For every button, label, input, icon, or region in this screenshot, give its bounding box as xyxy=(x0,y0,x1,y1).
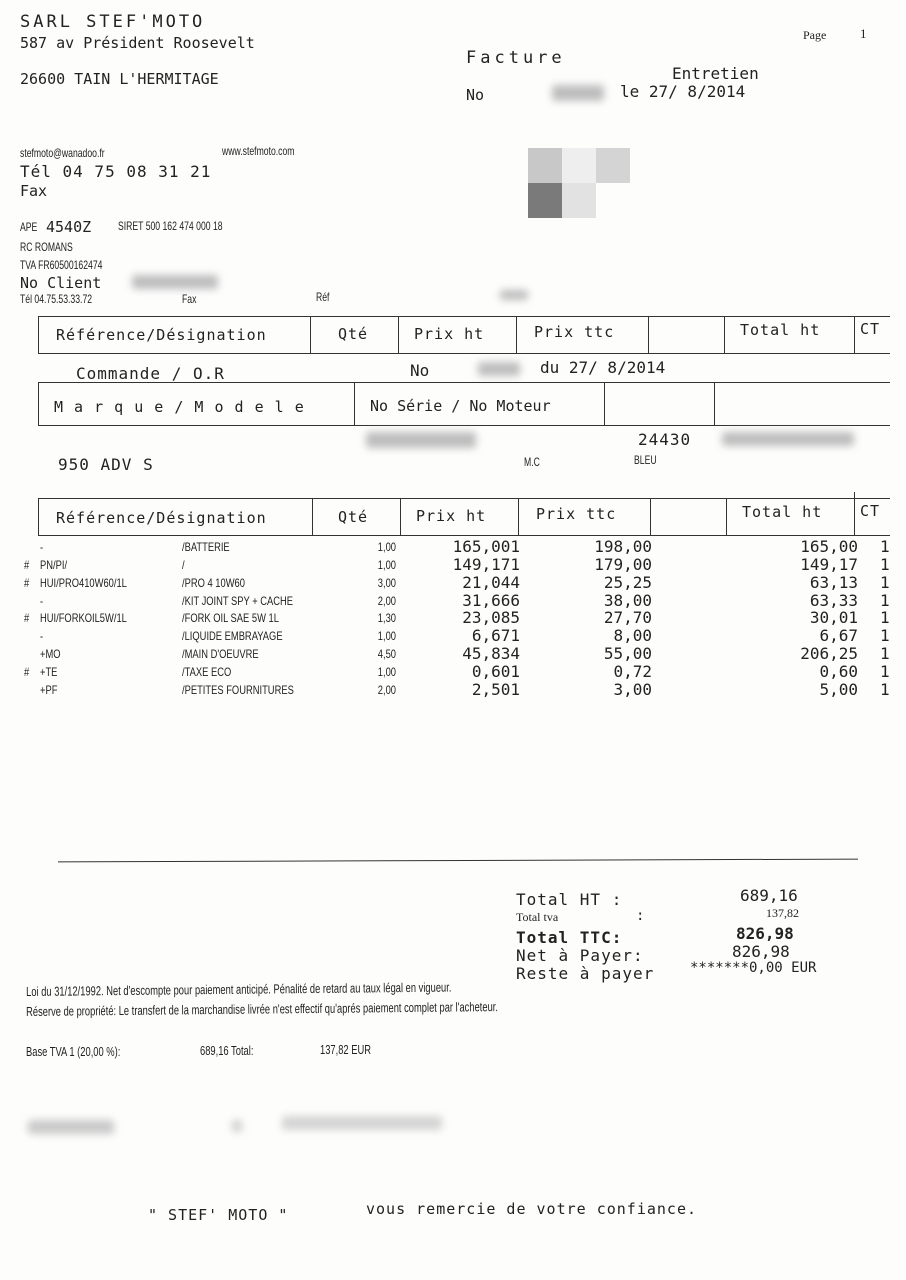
row-mark: # xyxy=(24,557,30,572)
footer-info-redacted-3 xyxy=(282,1116,442,1130)
row-prix-ht: 31,666 xyxy=(462,590,520,610)
vehicle-col-model: M a r q u e / M o d e l e xyxy=(54,398,305,416)
order-date: du 27/ 8/2014 xyxy=(540,358,666,377)
net-a-payer-value: 826,98 xyxy=(732,942,790,961)
row-total-ht: 63,33 xyxy=(809,590,858,610)
row-reference: +PF xyxy=(40,682,58,697)
total-ttc-value: 826,98 xyxy=(736,924,794,943)
lines-col-designation: Référence/Désignation xyxy=(56,509,267,527)
company-address: 587 av Président Roosevelt xyxy=(20,34,255,52)
row-total-ht: 6,67 xyxy=(819,626,858,646)
row-mark: # xyxy=(24,664,30,679)
total-ttc-label: Total TTC: xyxy=(516,928,623,947)
ape-label: APE xyxy=(20,220,38,234)
row-qty: 2,00 xyxy=(377,682,396,697)
vehicle-col-serial: No Série / No Moteur xyxy=(370,397,551,415)
vehicle-model: 950 ADV S xyxy=(58,455,154,474)
rc: RC ROMANS xyxy=(20,240,73,254)
document-type: Entretien xyxy=(672,64,759,83)
row-prix-ttc: 55,00 xyxy=(603,644,652,664)
vehicle-mileage: 24430 xyxy=(638,430,692,449)
order-col-prix-ht: Prix ht xyxy=(414,325,485,343)
row-prix-ht: 0,601 xyxy=(471,661,520,681)
footer-thanks-text: vous remercie de votre confiance. xyxy=(366,1200,698,1218)
row-prix-ttc: 198,00 xyxy=(594,537,652,556)
totals-separator xyxy=(58,859,858,863)
row-ct: 1 xyxy=(880,608,890,628)
vehicle-color: BLEU xyxy=(634,453,657,467)
base-tva-total: 137,82 EUR xyxy=(320,1042,371,1057)
row-qty: 1,30 xyxy=(377,611,396,626)
row-total-ht: 165,00 xyxy=(800,537,858,556)
footer-thanks-name: " STEF' MOTO " xyxy=(148,1206,289,1224)
total-tva-label: Total tva xyxy=(516,910,559,924)
page-number: 1 xyxy=(860,26,867,41)
row-total-ht: 0,60 xyxy=(819,661,858,681)
order-label: Commande / O.R xyxy=(76,364,225,383)
row-ct: 1 xyxy=(880,554,890,574)
document-title: Facture xyxy=(466,48,566,68)
row-reference: - xyxy=(40,629,44,644)
plate-redacted xyxy=(722,432,854,446)
client-fax-label: Fax xyxy=(182,292,197,306)
order-col-total-ht: Total ht xyxy=(740,321,821,339)
row-reference: +TE xyxy=(40,664,58,679)
total-tva-colon: : xyxy=(636,908,645,924)
company-city: 26600 TAIN L'HERMITAGE xyxy=(20,70,219,88)
row-reference: - xyxy=(40,593,44,608)
footer-info-redacted-2 xyxy=(232,1120,242,1132)
row-mark: # xyxy=(24,575,30,590)
row-reference: HUI/FORKOIL5W/1L xyxy=(40,611,127,626)
row-prix-ttc: 179,00 xyxy=(594,554,652,574)
row-total-ht: 5,00 xyxy=(819,679,858,699)
row-mark: # xyxy=(24,611,30,626)
lines-col-prix-ht: Prix ht xyxy=(416,507,487,525)
invoice-date: le 27/ 8/2014 xyxy=(620,82,746,101)
row-prix-ht: 45,834 xyxy=(462,644,520,664)
row-ct: 1 xyxy=(880,661,890,681)
company-phone: Tél 04 75 08 31 21 xyxy=(20,162,212,181)
company-fax-label: Fax xyxy=(20,182,48,200)
lines-col-total-ht: Total ht xyxy=(742,503,823,521)
base-tva-amount: 689,16 Total: xyxy=(200,1043,254,1058)
table-row xyxy=(0,679,906,701)
company-email: stefmoto@wanadoo.fr xyxy=(20,146,105,160)
row-prix-ttc: 27,70 xyxy=(603,608,652,628)
row-qty: 4,50 xyxy=(377,647,396,662)
row-prix-ttc: 8,00 xyxy=(613,626,652,646)
row-designation: /PETITES FOURNITURES xyxy=(182,682,294,697)
reste-a-payer-label: Reste à payer xyxy=(516,964,655,983)
row-reference: PN/PI/ xyxy=(40,557,68,572)
ape-code: 4540Z xyxy=(46,218,92,236)
row-designation: /MAIN D'OEUVRE xyxy=(182,647,259,662)
order-no-label: No xyxy=(410,361,430,380)
base-tva-label: Base TVA 1 (20,00 %): xyxy=(26,1044,121,1059)
row-qty: 1,00 xyxy=(377,557,396,572)
client-phone: Tél 04.75.53.33.72 xyxy=(20,292,93,306)
redacted-logo xyxy=(528,148,632,218)
row-prix-ttc: 0,72 xyxy=(613,661,652,681)
client-ref-label: Réf xyxy=(316,290,330,304)
row-total-ht: 30,01 xyxy=(809,608,858,628)
company-name: SARL STEF'MOTO xyxy=(20,12,206,32)
vehicle-type: M.C xyxy=(524,455,540,469)
client-number-redacted xyxy=(132,275,218,289)
row-ct: 1 xyxy=(880,537,890,556)
row-total-ht: 149,17 xyxy=(800,554,858,574)
lines-col-qty: Qté xyxy=(338,508,369,526)
row-designation: /FORK OIL SAE 5W 1L xyxy=(182,611,279,626)
total-ht-label: Total HT : xyxy=(516,890,623,909)
row-designation: /PRO 4 10W60 xyxy=(182,575,245,590)
page-label: Page xyxy=(803,28,827,42)
ape-line xyxy=(20,218,44,236)
row-qty: 3,00 xyxy=(377,575,396,590)
row-prix-ht: 165,001 xyxy=(452,537,520,556)
row-qty: 1,00 xyxy=(377,664,396,679)
row-prix-ht: 23,085 xyxy=(462,608,520,628)
total-tva-value: 137,82 xyxy=(766,906,799,920)
footer-info-redacted-1 xyxy=(28,1120,114,1134)
row-total-ht: 63,13 xyxy=(809,572,858,592)
company-website: www.stefmoto.com xyxy=(222,144,295,158)
net-a-payer-label: Net à Payer: xyxy=(516,946,644,965)
row-designation: /BATTERIE xyxy=(182,540,230,554)
row-designation: / xyxy=(182,557,185,572)
row-designation: /KIT JOINT SPY + CACHE xyxy=(182,593,294,608)
row-prix-ht: 21,044 xyxy=(462,572,520,592)
invoice-no-label: No xyxy=(466,86,485,104)
reste-a-payer-value: *******0,00 EUR xyxy=(690,960,817,976)
row-prix-ht: 149,171 xyxy=(452,554,520,574)
legal-line-2: Réserve de propriété: Le transfert de la marchandise livrée n'est effectif qu'aprés paiement complet par l'acheteur. xyxy=(26,999,499,1019)
order-number-redacted xyxy=(478,362,520,376)
lines-col-prix-ttc: Prix ttc xyxy=(536,505,617,523)
row-reference: +MO xyxy=(40,647,61,662)
order-col-qty: Qté xyxy=(338,325,369,343)
row-qty: 2,00 xyxy=(377,593,396,608)
row-prix-ttc: 38,00 xyxy=(603,590,652,610)
row-ct: 1 xyxy=(880,644,890,664)
row-ct: 1 xyxy=(880,626,890,646)
legal-line-1: Loi du 31/12/1992. Net d'escompte pour paiement anticipé. Pénalité de retard au taux légal en vigueur. xyxy=(26,979,452,999)
order-col-designation: Référence/Désignation xyxy=(56,326,267,344)
row-designation: /TAXE ECO xyxy=(182,664,232,679)
siret: SIRET 500 162 474 000 18 xyxy=(118,219,223,233)
total-ht-value: 689,16 xyxy=(740,886,798,905)
row-ct: 1 xyxy=(880,572,890,592)
row-qty: 1,00 xyxy=(377,540,396,554)
row-reference: HUI/PRO410W60/1L xyxy=(40,575,127,590)
row-prix-ht: 2,501 xyxy=(471,679,520,699)
order-col-ct: CT xyxy=(860,320,881,338)
serial-redacted xyxy=(366,432,476,448)
row-prix-ttc: 25,25 xyxy=(603,572,652,592)
row-designation: /LIQUIDE EMBRAYAGE xyxy=(182,629,283,644)
order-col-prix-ttc: Prix ttc xyxy=(534,323,615,341)
no-client-label: No Client xyxy=(20,274,102,292)
tva-number: TVA FR60500162474 xyxy=(20,258,103,272)
row-ct: 1 xyxy=(880,590,890,610)
row-ct: 1 xyxy=(880,679,890,699)
row-prix-ht: 6,671 xyxy=(471,626,520,646)
row-qty: 1,00 xyxy=(377,629,396,644)
client-ref-redacted xyxy=(500,290,528,300)
row-total-ht: 206,25 xyxy=(800,644,858,664)
invoice-number-redacted xyxy=(552,85,604,101)
row-reference: - xyxy=(40,540,44,554)
row-prix-ttc: 3,00 xyxy=(613,679,652,699)
lines-col-ct: CT xyxy=(860,502,881,520)
